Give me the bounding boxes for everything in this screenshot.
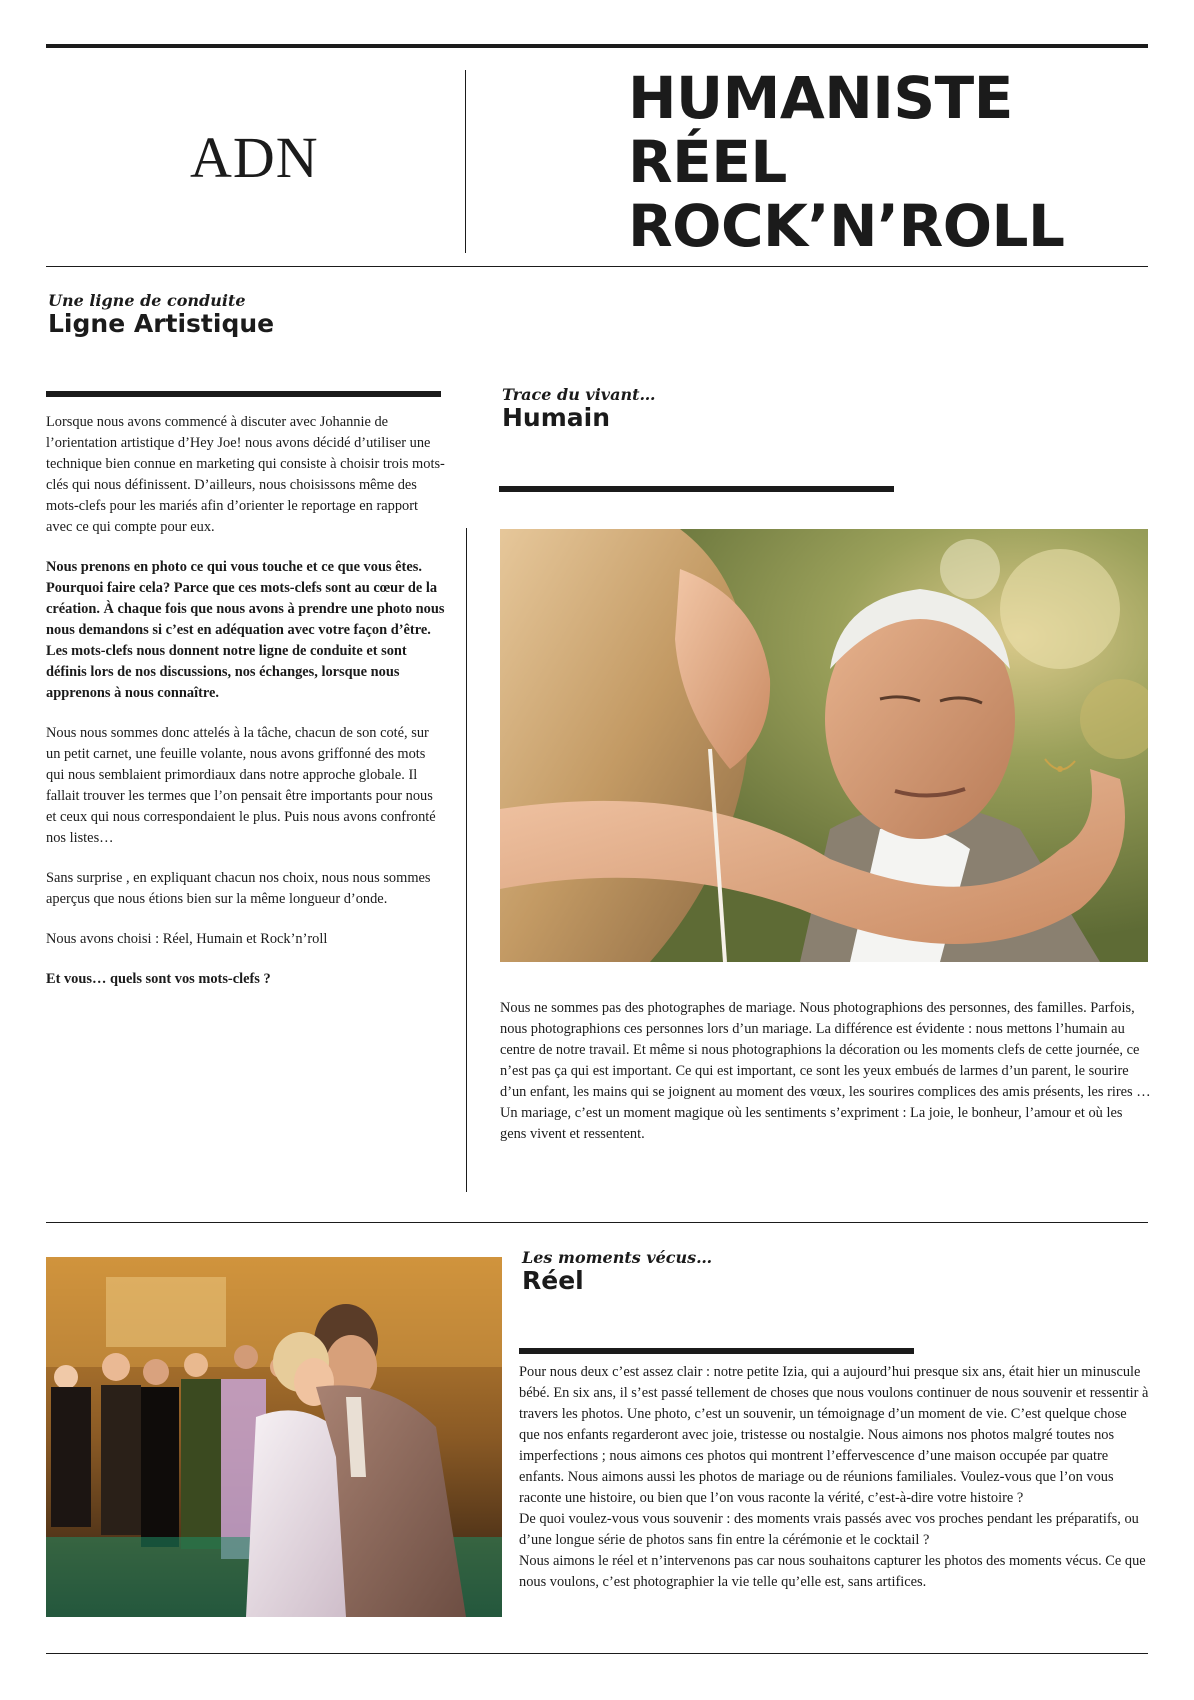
artistique-paragraph: Sans surprise , en expliquant chacun nos choix, nous nous sommes aperçus que nous étions bien sur la même longueur d’onde. (46, 870, 431, 907)
artistique-paragraph: Lorsque nous avons commencé à discuter avec Johannie de l’orientation artistique d’Hey Joe! nous avons décidé d’utiliser une technique bien connue en marketing qui consiste à choisir trois mots-clés qui nous définissent. D’ailleurs, nous choisissons même des mots-clefs pour les mariés afin d’orienter le reportage en rapport avec ce qui compte pour eux. (46, 414, 445, 535)
reel-title: Réel (522, 1266, 584, 1295)
bride-kissing-father-photo (500, 529, 1148, 962)
headline-line-3: ROCK’N’ROLL (628, 192, 1065, 260)
middle-rule (46, 1222, 1148, 1223)
header-bottom-rule (46, 266, 1148, 267)
bottom-rule (46, 1653, 1148, 1654)
headline-line-1: HUMANISTE (628, 64, 1013, 132)
reel-kicker: Les moments vécus… (522, 1248, 713, 1267)
reel-paragraph: Pour nous deux c’est assez clair : notre petite Izia, qui a aujourd’hui presque six ans, était hier un minuscule bébé. En six ans, il s’est passé tellement de choses que nous voulons continuer de nous souvenir et ressentir à travers les photos. Une photo, c’est un souvenir, un témoignage d’un moment de vie. C’est quelque chose que nos enfants regarderont avec joie, tristesse ou nostalgie. Nous aimons nos photos malgré toutes nos imperfections ; nous aimons ces photos qui montrent l’effervescence d’une maison occupée par quatre enfants. Nous aimons aussi les photos de mariage ou de réunions familiales. Voulez-vous que l’on vous raconte une histoire, ou bien que l’on vous raconte la vérité, c’est-à-dire votre histoire ? (519, 1364, 1149, 1506)
humain-paragraph: Un mariage, c’est un moment magique où les sentiments s’expriment : La joie, le bonheur, l’amour et où les gens vivent et ressentent. (500, 1105, 1123, 1142)
artistique-paragraph-bold: Nous prenons en photo ce qui vous touche et ce que vous êtes. Pourquoi faire cela? Parce que ces mots-clefs sont au cœur de la création. À chaque fois que nous avons à prendre une photo nous nous demandons si c’est en adéquation avec votre façon d’être. Les mots-clefs nous donnent notre ligne de conduite et sont définis lors de nos discussions, nos échanges, lorsque nous apprenons à nous connaître. (46, 559, 445, 701)
couple-dancing-kiss-photo (46, 1257, 502, 1617)
artistique-paragraph: Nous nous sommes donc attelés à la tâche, chacun de son coté, sur un petit carnet, une feuille volante, nous avons griffonné des mots qui nous semblaient primordiaux dans notre approche globale. Il fallait trouver les termes que l’on pensait être importants pour nous et ceux qui nous correspondaient le plus. Puis nous avons confronté nos listes… (46, 725, 436, 846)
artistique-title: Ligne Artistique (48, 309, 275, 338)
header-divider (465, 70, 466, 253)
humain-bar (499, 486, 894, 492)
humain-body (500, 998, 1152, 1145)
reel-body (519, 1362, 1149, 1593)
artistique-paragraph-bold: Et vous… quels sont vos mots-clefs ? (46, 971, 271, 987)
reel-paragraph: Nous aimons le réel et n’intervenons pas car nous souhaitons capturer les photos des moments vécus. Ce que nous voulons, c’est photographier la vie telle qu’elle est, sans artifices. (519, 1553, 1146, 1590)
artistique-kicker: Une ligne de conduite (48, 291, 246, 310)
headline-line-2: RÉEL (628, 128, 787, 196)
column-divider (466, 528, 467, 1192)
humain-title: Humain (502, 403, 611, 432)
humain-paragraph: Nous ne sommes pas des photographes de mariage. Nous photographions des personnes, des familles. Parfois, nous photographions ces personnes lors d’un mariage. La différence est évidente : nous mettons l’humain au centre de notre travail. Et même si nous photographions la décoration ou les moments clefs de cette journée, ce n’est pas ça qui est important. Ce qui est important, ce sont les yeux embués de larmes d’un parent, le sourire d’un enfant, les mains qui se joignent au moment des vœux, les sourires complices des amis présents, les rires … (500, 1000, 1151, 1100)
artistique-body (46, 412, 446, 1009)
artistique-bar (46, 391, 441, 397)
top-rule (46, 44, 1148, 48)
headline (628, 66, 1064, 258)
humain-kicker: Trace du vivant… (502, 385, 656, 404)
adn-label: ADN (190, 125, 319, 190)
artistique-paragraph: Nous avons choisi : Réel, Humain et Rock’n’roll (46, 931, 328, 947)
reel-bar (519, 1348, 914, 1354)
reel-paragraph: De quoi voulez-vous vous souvenir : des moments vrais passés avec vos proches pendant les préparatifs, ou d’une longue série de photos sans fin entre la cérémonie et le cocktail ? (519, 1511, 1139, 1548)
